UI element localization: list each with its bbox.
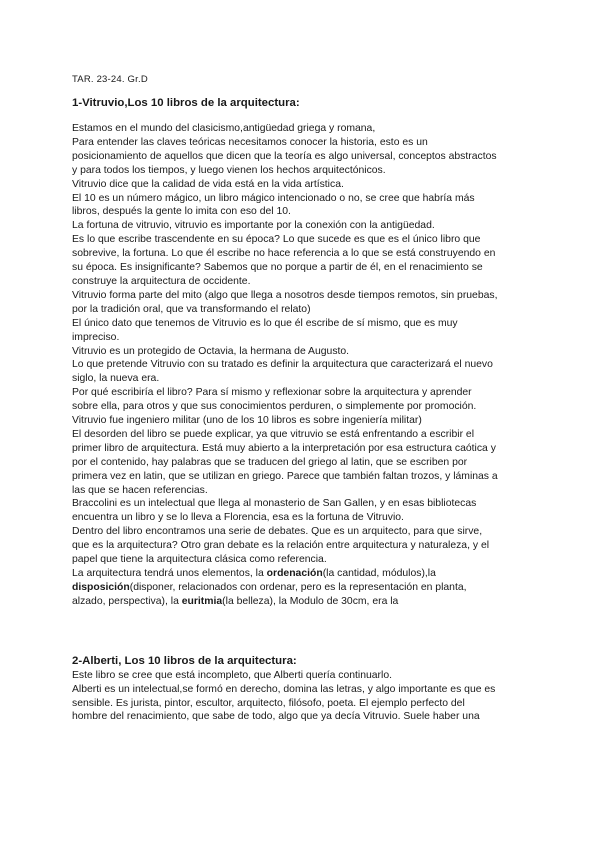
text-line [72, 205, 560, 219]
section-body [72, 122, 560, 609]
text-run: La arquitectura tendrá unos elementos, la [72, 568, 267, 579]
text-line [72, 150, 560, 164]
text-run: primer libro de arquitectura. Está muy abierto a la interpretación por esa estructura caótica y [72, 442, 496, 454]
section-vitruvio [72, 97, 560, 609]
text-line [72, 164, 560, 178]
text-run: Braccolini es un intelectual que llega al monasterio de San Gallen, y en esas bibliotecas [72, 498, 477, 510]
text-line [72, 358, 560, 372]
text-run: papel que tiene la arquitectura clásica como referencia. [72, 554, 327, 566]
text-run: encuentra un libro y se lo lleva a Florencia, esa es la fortuna de Vitruvio. [72, 512, 404, 524]
text-line [72, 400, 560, 414]
document-header: TAR. 23-24. Gr.D [72, 74, 148, 85]
text-run: El 10 es un número mágico, un libro mágico intencionado o no, se cree que habría más [72, 192, 475, 204]
text-run: libros, después la gente lo imita con eso del 10. [72, 206, 291, 218]
text-run: Vitruvio fue ingeniero militar (uno de los 10 libros es sobre ingeniería militar) [72, 415, 422, 427]
section-body [72, 669, 560, 725]
text-line [72, 710, 560, 724]
text-line [72, 178, 560, 192]
text-line [72, 525, 560, 539]
text-run: Lo que pretende Vitruvio con su tratado es definir la arquitectura que caracterizará el nuevo [72, 359, 493, 371]
bold-term: disposición [72, 581, 130, 593]
text-run: (la belleza), la Modulo de 30cm, era la [222, 595, 399, 607]
text-run: Alberti es un intelectual,se formó en derecho, domina las letras, y algo importante es que es [72, 683, 496, 695]
text-run: Vitruvio dice que la calidad de vida está en la vida artística. [72, 178, 344, 190]
section-title: 2-Alberti, Los 10 libros de la arquitectura: [72, 654, 297, 667]
text-line [72, 484, 560, 498]
text-line [72, 683, 560, 697]
text-line [72, 247, 560, 261]
text-line [72, 511, 560, 525]
text-run: posicionamiento de aquellos que dicen que la teoría es algo universal, conceptos abstractos [72, 150, 497, 162]
text-line [72, 345, 560, 359]
text-run: El desorden del libro se puede explicar, ya que vitruvio se está enfrentando a escribir el [72, 428, 475, 440]
text-run: Para entender las claves teóricas necesitamos conocer la historia, esto es un [72, 136, 428, 148]
text-run: construye la arquitectura de occidente. [72, 275, 251, 287]
text-run: alzado, perspectiva), la [72, 595, 182, 607]
text-line [72, 219, 560, 233]
text-line [72, 539, 560, 553]
text-run: su época. Es insignificante? Sabemos que no porque a partir de él, en el renacimiento se [72, 262, 483, 274]
bold-term: ordenación [266, 568, 323, 579]
text-run: (disponer, relacionados con ordenar, pero es la representación en planta, [129, 581, 467, 593]
text-run: y para todos los tiempos, y luego vienen los hechos arquitectónicos. [72, 164, 386, 176]
text-run: El único dato que tenemos de Vitruvio es lo que él escribe de sí mismo, que es muy [72, 317, 458, 329]
text-line [72, 317, 560, 331]
text-run: las que se hacen referencias. [72, 484, 208, 496]
text-line [72, 470, 560, 484]
text-run: Estamos en el mundo del clasicismo,antigüedad griega y romana, [72, 123, 376, 134]
text-line [72, 581, 560, 595]
text-run: sensible. Es jurista, pintor, escultor, arquitecto, filósofo, poeta. El ejemplo perfecto del [72, 697, 465, 709]
text-run: hombre del renacimiento, que sabe de todo, algo que ya decía Vitruvio. Suele haber una [72, 711, 480, 723]
text-line [72, 697, 560, 711]
text-line [72, 567, 560, 581]
text-run: Es lo que escribe trascendente en su época? Lo que sucede es que es el único libro que [72, 234, 481, 246]
text-line [72, 261, 560, 275]
text-line [72, 669, 560, 683]
text-run: La fortuna de vitruvio, vitruvio es importante por la conexión con la antigüedad. [72, 220, 435, 232]
text-line [72, 192, 560, 206]
text-line [72, 233, 560, 247]
text-run: (la cantidad, módulos),la [322, 568, 436, 579]
text-line [72, 428, 560, 442]
text-line [72, 372, 560, 386]
text-line [72, 553, 560, 567]
text-run: primera vez en latin, que se utilizan en griego. Parece que también faltan trozos, y láminas a [72, 470, 498, 482]
text-line [72, 136, 560, 150]
text-run: siglo, la nueva era. [72, 373, 160, 385]
text-line [72, 595, 560, 609]
text-line [72, 331, 560, 345]
section-gap [72, 609, 560, 655]
text-run: por la tradición oral, que va transformando el relato) [72, 303, 311, 315]
bold-term: euritmia [181, 595, 223, 607]
text-run: impreciso. [72, 331, 120, 343]
text-run: que es la arquitectura? Otro gran debate es la relación entre arquitectura y naturaleza, y el [72, 540, 490, 552]
text-run: Dentro del libro encontramos una serie de debates. Que es un arquitecto, para que sirve, [72, 526, 483, 538]
text-run: sobre ella, para otros y que sus conocimientos perduren, o simplemente por promoción. [72, 401, 477, 413]
section-title: 1-Vitruvio,Los 10 libros de la arquitectura: [72, 97, 300, 109]
text-run: Vitruvio es un protegido de Octavia, la hermana de Augusto. [72, 345, 350, 357]
text-run: sobrevive, la fortuna. Lo que él escribe no hace referencia a lo que se está construyendo en [72, 248, 496, 260]
text-line [72, 456, 560, 470]
text-run: Por qué escribiría el libro? Para sí mismo y reflexionar sobre la arquitectura y aprender [72, 387, 472, 399]
text-line [72, 303, 560, 317]
text-run: Este libro se cree que está incompleto, que Alberti quería continuarlo. [72, 669, 392, 681]
text-line [72, 122, 560, 136]
text-line [72, 414, 560, 428]
text-run: Vitruvio forma parte del mito (algo que llega a nosotros desde tiempos remotos, sin pruebas, [72, 289, 498, 301]
section-alberti [72, 655, 560, 725]
text-run: por el contenido, hay palabras que se traducen del griego al latin, que se escriben por [72, 456, 468, 468]
text-line [72, 289, 560, 303]
text-line [72, 442, 560, 456]
text-line [72, 386, 560, 400]
text-line [72, 497, 560, 511]
text-line [72, 275, 560, 289]
